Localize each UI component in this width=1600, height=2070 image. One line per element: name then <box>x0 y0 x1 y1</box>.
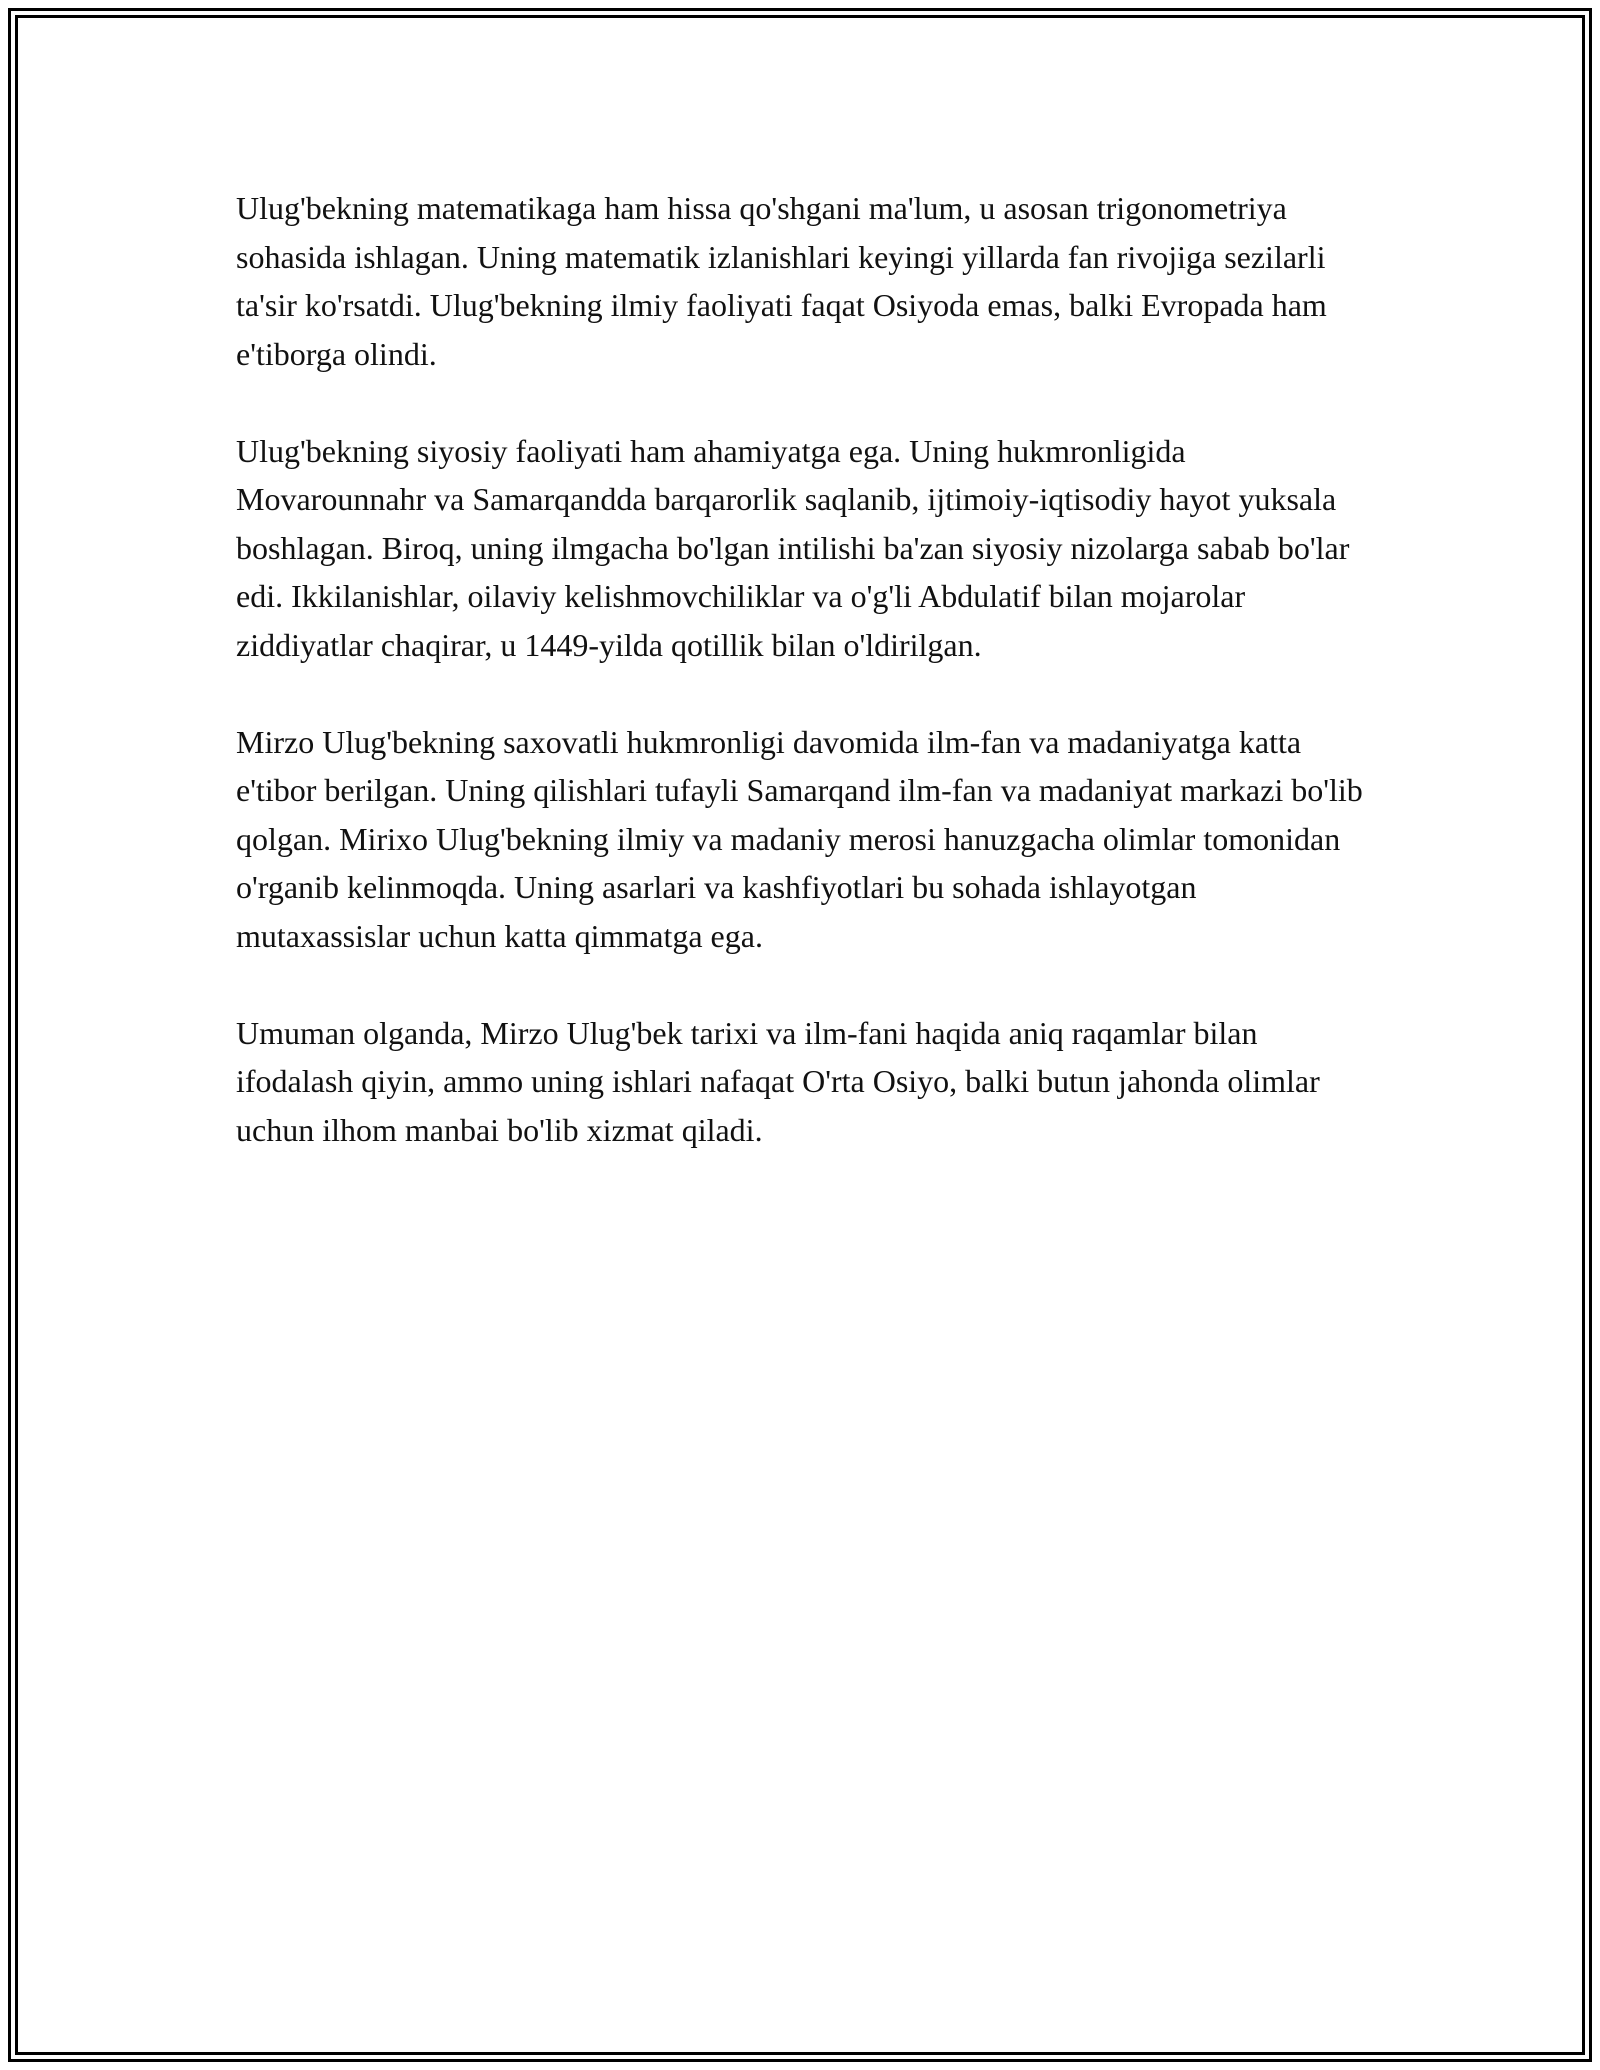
paragraph-cultural-legacy: Mirzo Ulug'bekning saxovatli hukmronligi davomida ilm-fan va madaniyatga katta e'tibor berilgan. Uning qilishlari tufayli Samarqand ilm-fan va madaniyat markazi bo'lib qolgan. Mirixo Ulug'bekning ilmiy va madaniy merosi hanuzgacha olimlar tomonidan o'rganib kelinmoqda. Uning asarlari va kashfiyotlari bu sohada ishlayotgan mutaxassislar uchun katta qimmatga ega. <box>236 723 1363 954</box>
paragraph-political-activity: Ulug'bekning siyosiy faoliyati ham ahamiyatga ega. Uning hukmronligida Movarounnahr va Samarqandda barqarorlik saqlanib, ijtimoiy-iqtisodiy hayot yuksala boshlagan. Biroq, uning ilmgacha bo'lgan intilishi ba'zan siyosiy nizolarga sabab bo'lar edi. Ikkilanishlar, oilaviy kelishmovchiliklar va o'g'li Abdulatif bilan mojarolar ziddiyatlar chaqirar, u 1449-yilda qotillik bilan o'ldirilgan. <box>236 432 1350 663</box>
paragraph-mathematics: Ulug'bekning matematikaga ham hissa qo'shgani ma'lum, u asosan trigonometriya sohasida ishlagan. Uning matematik izlanishlari keyingi yillarda fan rivojiga sezilarli ta'sir ko'rsatdi. Ulug'bekning ilmiy faoliyati faqat Osiyoda emas, balki Evropada ham e'tiborga olindi. <box>236 190 1327 372</box>
document-body <box>236 184 1366 1203</box>
paragraph-conclusion: Umuman olganda, Mirzo Ulug'bek tarixi va ilm-fani haqida aniq raqamlar bilan ifodalash qiyin, ammo uning ishlari nafaqat O'rta Osiyo, balki butun jahonda olimlar uchun ilhom manbai bo'lib xizmat qiladi. <box>236 1014 1320 1148</box>
